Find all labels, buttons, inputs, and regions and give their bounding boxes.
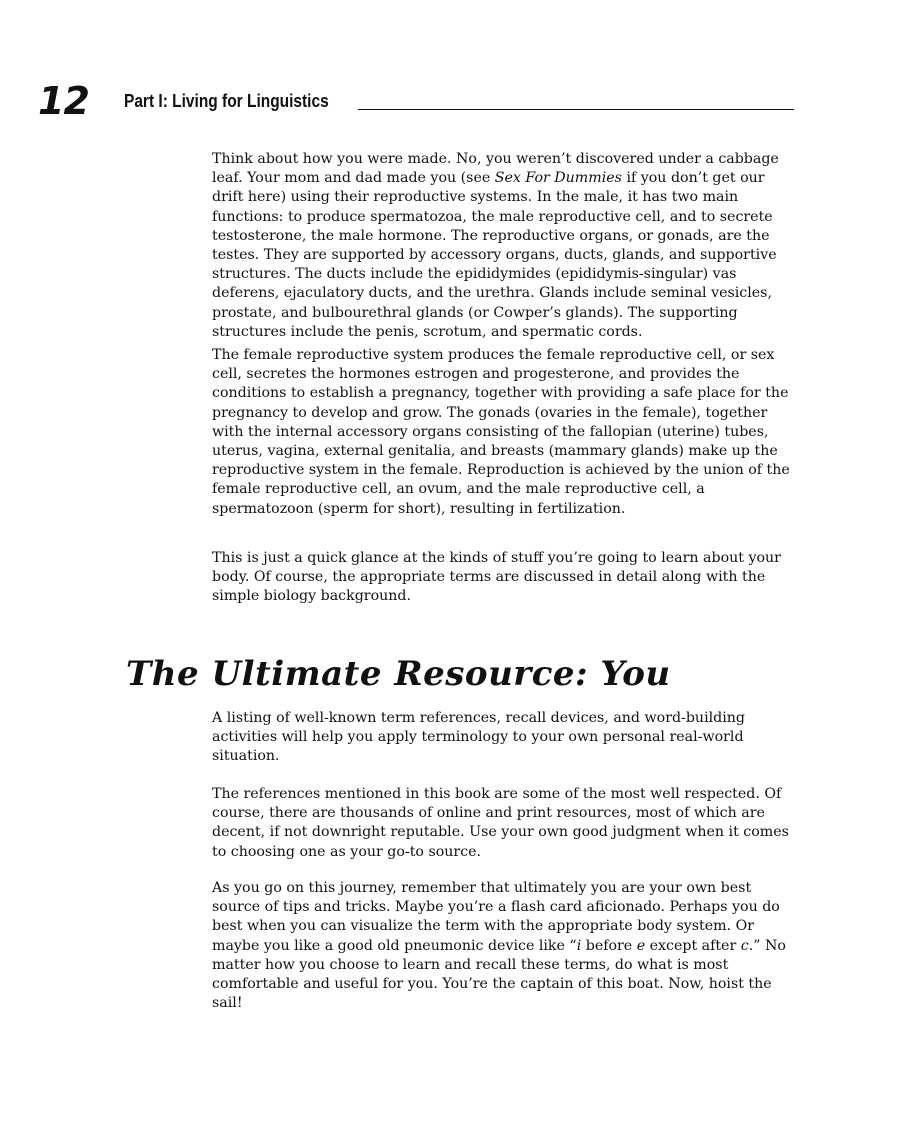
paragraph-text: As you go on this journey, remember that ultimately you are your own best source of tips and tricks. Maybe you’re a flash card aficionado. Perhaps you do best when you can visualize the term with the appropriate body system. Or maybe you like a good old pneumonic device like “ [212, 880, 780, 954]
running-head: Part I: Living for Linguistics [124, 91, 329, 111]
paragraph-text: The references mentioned in this book are some of the most well respected. Of course, there are thousands of online and print resources, most of which are decent, if not downright reputable. Use your own good judgment when it comes to choosing one as your go-to source. [212, 786, 789, 860]
paragraph-text: except after [645, 937, 741, 954]
paragraph-text: This is just a quick glance at the kinds of stuff you’re going to learn about your body. Of course, the appropriate terms are discussed in detail along with the simple biology background. [212, 550, 781, 605]
paragraph-female-system [212, 346, 792, 519]
paragraph-text: .” No matter how you choose to learn and recall these terms, do what is most comfortable and useful for you. You’re the captain of this boat. Now, hoist the sail! [212, 937, 786, 1012]
paragraph-conception [212, 150, 792, 342]
italic-letter-i: i [576, 937, 582, 954]
paragraph-text: The female reproductive system produces the female reproductive cell, or sex cell, secretes the hormones estrogen and progesterone, and provides the conditions to establish a pregnancy, together with providing a safe place for the pregnancy to develop and grow. The gonads (ovaries in the female), together with the internal accessory organs consisting of the fallopian (uterine) tubes, uterus, vagina, external genitalia, and breasts (mammary glands) make up the reproductive system in the female. Reproduction is achieved by the union of the female reproductive cell, an ovum, and the male reproductive cell, a spermatozoon (sperm for short), resulting in fertilization. [212, 347, 790, 517]
paragraph-quick-glance [212, 549, 792, 607]
italic-letter-c: c [740, 937, 749, 954]
paragraph-text: Think about how you were made. No, you weren’t discovered under a cabbage leaf. Your mom and dad made you (see [212, 151, 779, 187]
page-number: 12 [38, 79, 89, 123]
paragraph-references [212, 785, 792, 862]
paragraph-listing [212, 709, 792, 767]
italic-letter-e: e [636, 937, 646, 954]
paragraph-text: A listing of well-known term references, recall devices, and word-building activities will help you apply terminology to your own personal real-world situation. [212, 710, 745, 765]
paragraph-text: before [581, 937, 637, 954]
paragraph-journey [212, 879, 792, 1013]
book-title: Sex For Dummies [494, 170, 622, 187]
paragraph-text: if you don’t get our drift here) using their reproductive systems. In the male, it has two main functions: to produce spermatozoa, the male reproductive cell, and to secrete testosterone, the male hormone. The reproductive organs, or gonads, are the testes. They are supported by accessory organs, ducts, glands, and supportive structures. The ducts include the epididymides (epididymis-singular) vas deferens, ejaculatory ducts, and the urethra. Glands include seminal vesicles, prostate, and bulbourethral glands (or Cowper’s glands). The supporting structures include the penis, scrotum, and spermatic cords. [212, 170, 777, 340]
section-heading: The Ultimate Resource: You [126, 654, 671, 694]
header-rule [358, 109, 794, 110]
page-header [38, 80, 794, 122]
